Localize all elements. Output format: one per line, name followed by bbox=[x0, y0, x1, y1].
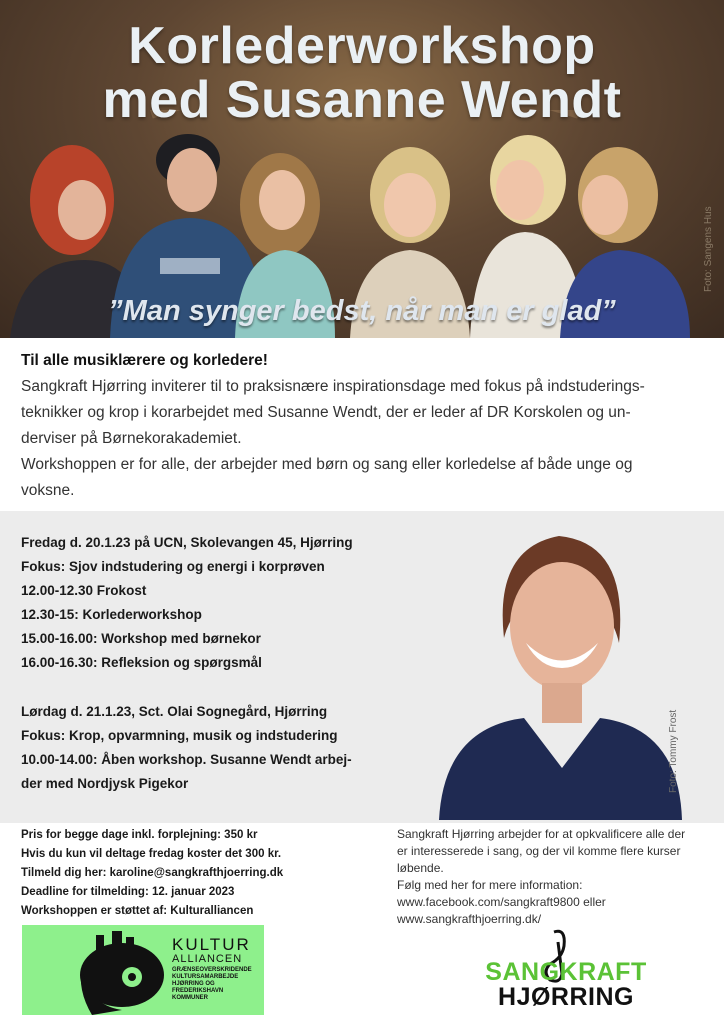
schedule-item: 10.00-14.00: Åben workshop. Susanne Wendt arbej- bbox=[21, 752, 352, 767]
quote: ”Man synger bedst, når man er glad” bbox=[108, 295, 616, 327]
schedule-item: 12.00-12.30 Frokost bbox=[21, 583, 147, 598]
hero-photo-credit: Foto: Sangens Hus bbox=[703, 206, 714, 292]
intro-line: Sangkraft Hjørring inviterer til to praksisnære inspirationsdage med fokus på indstuderings- bbox=[21, 378, 645, 395]
friday-focus: Fokus: Sjov indstudering og energi i korprøven bbox=[21, 559, 325, 574]
intro-line: teknikker og krop i korarbejdet med Susanne Wendt, der er leder af DR Korskolen og un- bbox=[21, 404, 631, 421]
website-link[interactable]: www.sangkrafthjoerring.dk/ bbox=[397, 912, 542, 926]
schedule-item: 15.00-16.00: Workshop med børnekor bbox=[21, 631, 261, 646]
practical-info bbox=[21, 826, 283, 921]
friday-heading: Fredag d. 20.1.23 på UCN, Skolevangen 45, Hjørring bbox=[21, 535, 353, 550]
page-title: Korlederworkshop bbox=[128, 17, 596, 75]
about-line: løbende. bbox=[397, 861, 444, 875]
support-line: Workshoppen er støttet af: Kulturalliancen bbox=[21, 905, 254, 917]
alliancen-word: ALLIANCEN bbox=[172, 953, 243, 965]
facebook-link[interactable]: www.facebook.com/sangkraft9800 eller bbox=[397, 895, 606, 909]
saturday-schedule bbox=[21, 700, 352, 796]
saturday-heading: Lørdag d. 21.1.23, Sct. Olai Sognegård, Hjørring bbox=[21, 704, 328, 719]
schedule-item: 16.00-16.30: Refleksion og spørgsmål bbox=[21, 655, 262, 670]
about-line: Følg med her for mere information: bbox=[397, 878, 583, 892]
deadline-line: Deadline for tilmelding: 12. januar 2023 bbox=[21, 886, 235, 898]
friday-schedule bbox=[21, 531, 353, 675]
intro-line: Workshoppen er for alle, der arbejder med børn og sang eller korledelse af både unge og bbox=[21, 456, 633, 473]
about-line: er interesserede i sang, og der vil komme flere kurser bbox=[397, 844, 681, 858]
kultur-word: KULTUR bbox=[172, 935, 251, 954]
sangkraft-logo bbox=[466, 928, 666, 1012]
hjorring-word: HJØRRING bbox=[498, 983, 634, 1011]
kulturalliancen-logo bbox=[22, 925, 264, 1015]
intro-text bbox=[21, 348, 707, 504]
schedule-item: 12.30-15: Korlederworkshop bbox=[21, 607, 202, 622]
intro-line: derviser på Børnekorakademiet. bbox=[21, 430, 242, 447]
intro-line: voksne. bbox=[21, 482, 75, 499]
hero-photo bbox=[0, 0, 724, 338]
intro-lead: Til alle musiklærere og korledere! bbox=[21, 352, 268, 369]
saturday-focus: Fokus: Krop, opvarmning, musik og indstudering bbox=[21, 728, 338, 743]
schedule-item: der med Nordjysk Pigekor bbox=[21, 776, 189, 791]
susanne-wendt-portrait bbox=[434, 518, 684, 820]
about-line: Sangkraft Hjørring arbejder for at opkvalificere alle der bbox=[397, 827, 686, 841]
sangkraft-word: SANGKRAFT bbox=[485, 958, 647, 986]
kultur-subtitle: GRÆNSEOVERSKRIDENDE KULTURSAMARBEJDE HJØRRING OG FREDERIKSHAVN KOMMUNER bbox=[172, 967, 252, 1001]
friday-only-price-line: Hvis du kun vil deltage fredag koster det 300 kr. bbox=[21, 848, 282, 860]
price-line: Pris for begge dage inkl. forplejning: 350 kr bbox=[21, 829, 258, 841]
about-text bbox=[397, 826, 713, 928]
page-subtitle: med Susanne Wendt bbox=[102, 71, 622, 129]
signup-line: Tilmeld dig her: karoline@sangkrafthjoerring.dk bbox=[21, 867, 284, 879]
portrait-photo-credit: Foto: Tommy Frost bbox=[668, 709, 679, 793]
